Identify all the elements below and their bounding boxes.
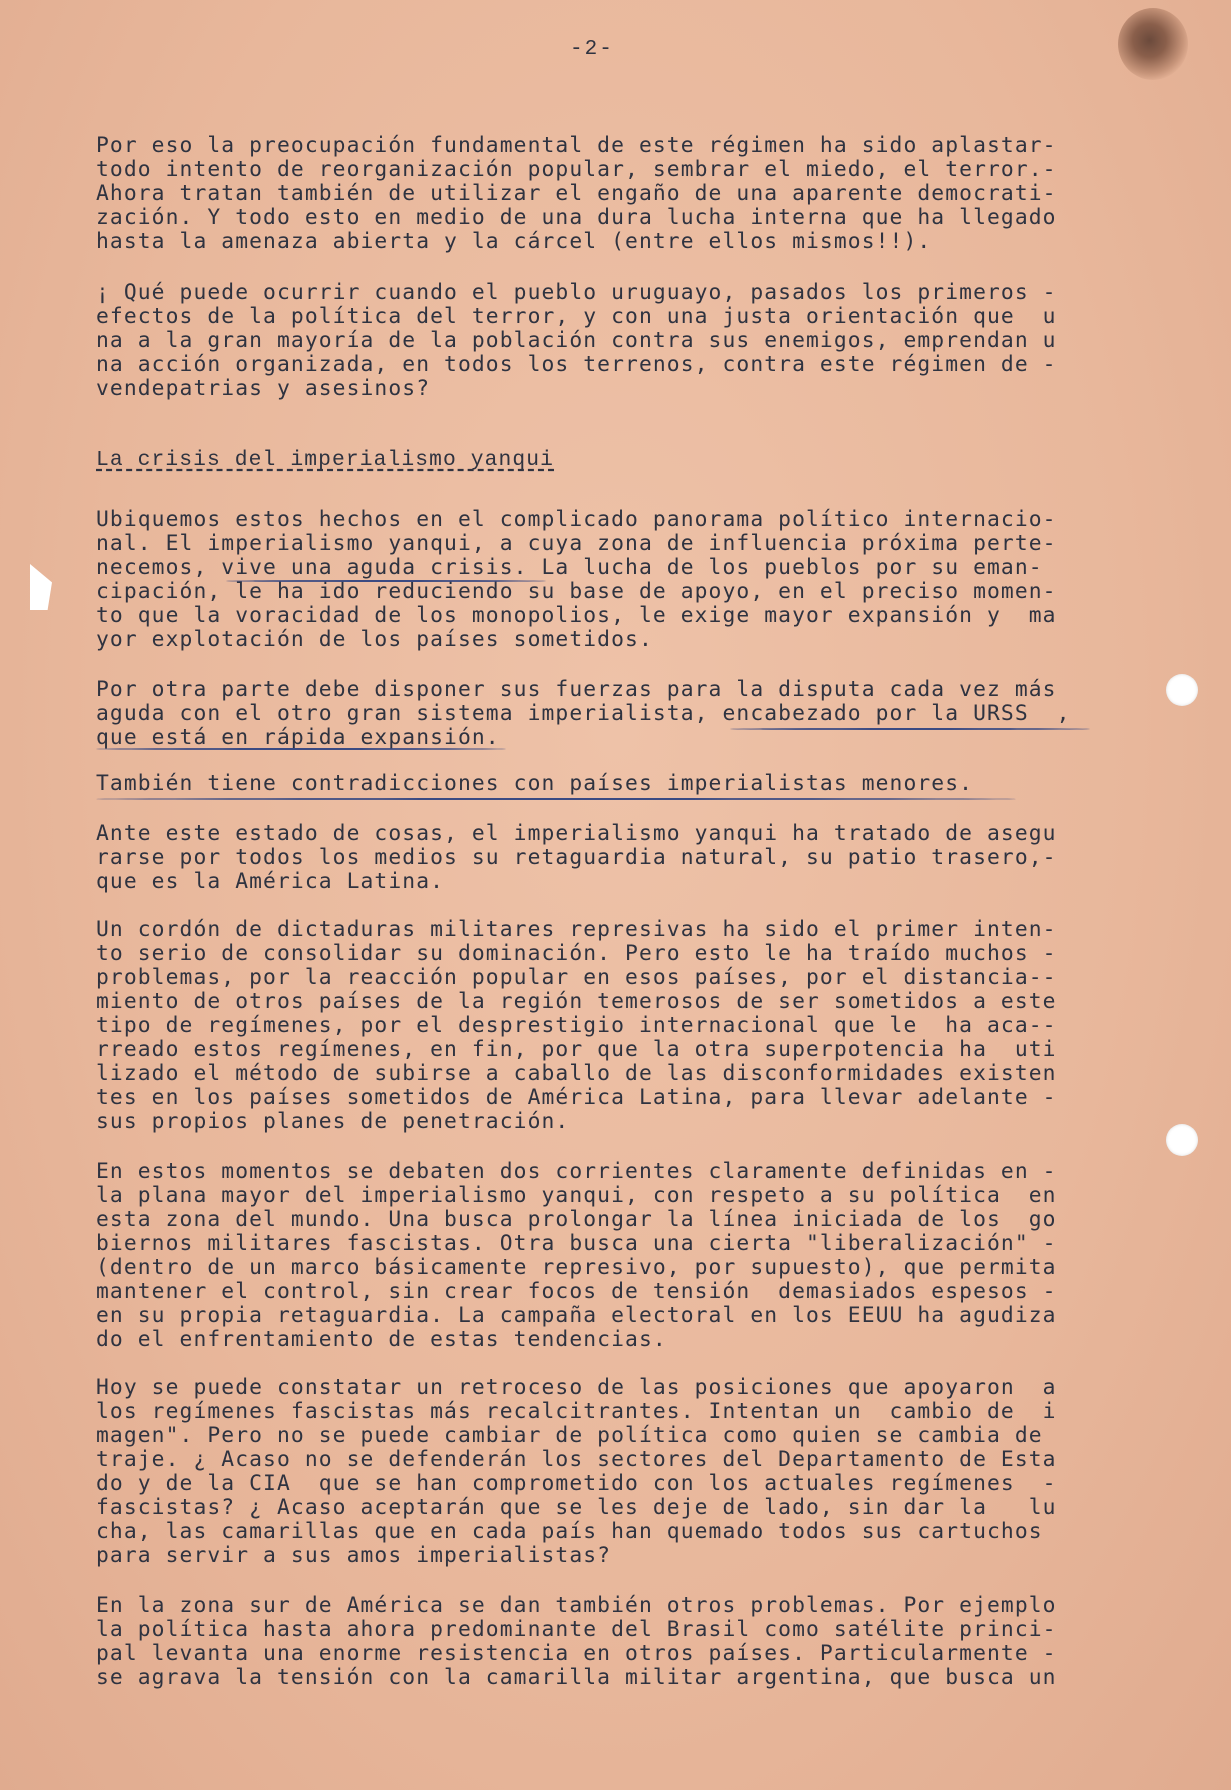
paragraph-5: También tiene contradicciones con países imperialistas menores. [96,771,974,796]
paper-tear [30,564,52,610]
pen-underline [96,798,1016,800]
pen-underline [226,580,546,582]
pen-underline [730,728,1090,730]
pen-underline [96,748,506,750]
paragraph-3: Ubiquemos estos hechos en el complicado panorama político internacio- nal. El imperialismo yanqui, a cuya zona de influencia próxima perte- necemos, vive una aguda crisis. La lucha de los pueblos por su eman- cipación, le ha ido reduciendo su base de apoyo, en el preciso momen- to que la voracidad de los monopolios, le exige mayor expansión y ma yor explotación de los países sometidos. [96,507,1057,652]
paragraph-2: ¡ Qué puede ocurrir cuando el pueblo uruguayo, pasados los primeros - efectos de la política del terror, y con una justa orientación que u na a la gran mayoría de la población contra sus enemigos, emprendan u na acción organizada, en todos los terrenos, contra este régimen de - vendepatrias y asesinos? [96,280,1057,401]
punch-hole [1166,674,1198,706]
paragraph-10: En la zona sur de América se dan también otros problemas. Por ejemplo la política hasta ahora predominante del Brasil como satélite princi- pal levanta una enorme resistencia en otros países. Particularmente - se agrava la tensión con la camarilla militar argentina, que busca un [96,1593,1057,1690]
paragraph-4: Por otra parte debe disponer sus fuerzas para la disputa cada vez más aguda con el otro gran sistema imperialista, encabezado por la URSS , que está en rápida expansión. [96,677,1071,750]
stain-mark [1118,8,1188,80]
paragraph-9: Hoy se puede constatar un retroceso de las posiciones que apoyaron a los regímenes fascistas más recalcitrantes. Intentan un cambio de i magen". Pero no se puede cambiar de política como quien se cambia de traje. ¿ Acaso no se defenderán los sectores del Departamento de Esta do y de la CIA que se han comprometido con los actuales regímenes - fascistas? ¿ Acaso aceptarán que se les deje de lado, sin dar la lu cha, las camarillas que en cada país han quemado todos sus cartuchos para servir a sus amos imperialistas? [96,1375,1057,1568]
punch-hole [1166,1124,1198,1156]
section-heading: La crisis del imperialismo yanqui [96,448,555,472]
page-number: -2- [570,38,614,61]
paragraph-1: Por eso la preocupación fundamental de este régimen ha sido aplastar- todo intento de reorganización popular, sembrar el miedo, el terror.- Ahora tratan también de utilizar el engaño de una aparente democrati- zación. Y todo esto en medio de una dura lucha interna que ha llegado hasta la amenaza abierta y la cárcel (entre ellos mismos!!). [96,133,1057,254]
paragraph-8: En estos momentos se debaten dos corrientes claramente definidas en - la plana mayor del imperialismo yanqui, con respeto a su política en esta zona del mundo. Una busca prolongar la línea iniciada de los go biernos militares fascistas. Otra busca una cierta "liberalización" - (dentro de un marco básicamente represivo, por supuesto), que permita mantener el control, sin crear focos de tensión demasiados espesos - en su propia retaguardia. La campaña electoral en los EEUU ha agudiza do el enfrentamiento de estas tendencias. [96,1159,1057,1352]
paragraph-6: Ante este estado de cosas, el imperialismo yanqui ha tratado de asegu rarse por todos los medios su retaguardia natural, su patio trasero,- que es la América Latina. [96,821,1057,894]
paragraph-7: Un cordón de dictaduras militares represivas ha sido el primer inten- to serio de consolidar su dominación. Pero esto le ha traído muchos - problemas, por la reacción popular en esos países, por el distancia-- miento de otros países de la región temerosos de ser sometidos a este tipo de regímenes, por el desprestigio internacional que le ha aca-- rreado estos regímenes, en fin, por que la otra superpotencia ha uti lizado el método de subirse a caballo de las disconformidades existen tes en los países sometidos de América Latina, para llevar adelante - sus propios planes de penetración. [96,917,1057,1134]
